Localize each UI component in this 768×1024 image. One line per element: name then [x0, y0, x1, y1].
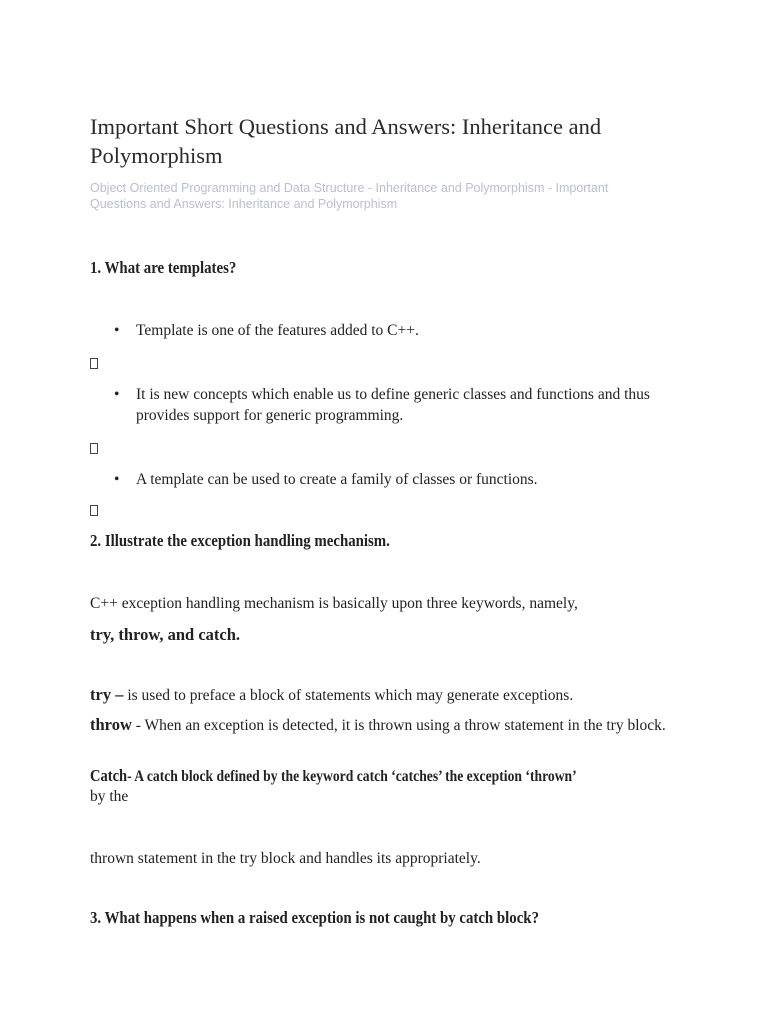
try-paragraph: [90, 684, 685, 706]
try-keyword: try –: [90, 685, 124, 704]
catch-tail-paragraph: thrown statement in the try block and handles its appropriately.: [90, 850, 481, 867]
list-item-text: Template is one of the features added to C++.: [136, 322, 419, 339]
catch-paragraph: [90, 765, 685, 787]
bullet-icon: •: [114, 471, 120, 488]
catch-continuation: by the: [90, 788, 129, 805]
try-description: is used to preface a block of statements which may generate exceptions.: [123, 687, 574, 704]
catch-keyword: Catch: [90, 766, 128, 785]
catch-description: - A catch block defined by the keyword catch ‘catches’ the exception ‘thrown’: [127, 768, 577, 785]
throw-paragraph: [90, 714, 685, 736]
list-item-text: A template can be used to create a family of classes or functions.: [136, 471, 538, 488]
missing-glyph-icon: [90, 358, 98, 369]
list-item-text: It is new concepts which enable us to define generic classes and functions and thus provides support for generic programming.: [136, 386, 650, 424]
question-1-heading: 1. What are templates?: [90, 258, 237, 277]
question-3-heading: 3. What happens when a raised exception is not caught by catch block?: [90, 908, 540, 927]
throw-description: - When an exception is detected, it is thrown using a throw statement in the try block.: [131, 717, 666, 734]
list-item: [114, 384, 684, 426]
page-title: Important Short Questions and Answers: Inheritance and Polymorphism: [90, 114, 602, 168]
throw-keyword: throw: [90, 715, 132, 734]
list-item: [114, 469, 684, 490]
bullet-icon: •: [114, 386, 120, 403]
list-item: [114, 320, 684, 341]
missing-glyph-icon: [90, 443, 98, 454]
bullet-icon: •: [114, 322, 120, 339]
keywords-line: try, throw, and catch.: [90, 625, 241, 644]
breadcrumb: Object Oriented Programming and Data Structure - Inheritance and Polymorphism - Important Questions and Answers: Inheritance and Polymorphism: [90, 181, 609, 211]
missing-glyph-icon: [90, 505, 98, 516]
catch-line: [90, 765, 577, 787]
intro-paragraph: C++ exception handling mechanism is basically upon three keywords, namely,: [90, 595, 578, 612]
question-2-heading: 2. Illustrate the exception handling mechanism.: [90, 531, 390, 550]
